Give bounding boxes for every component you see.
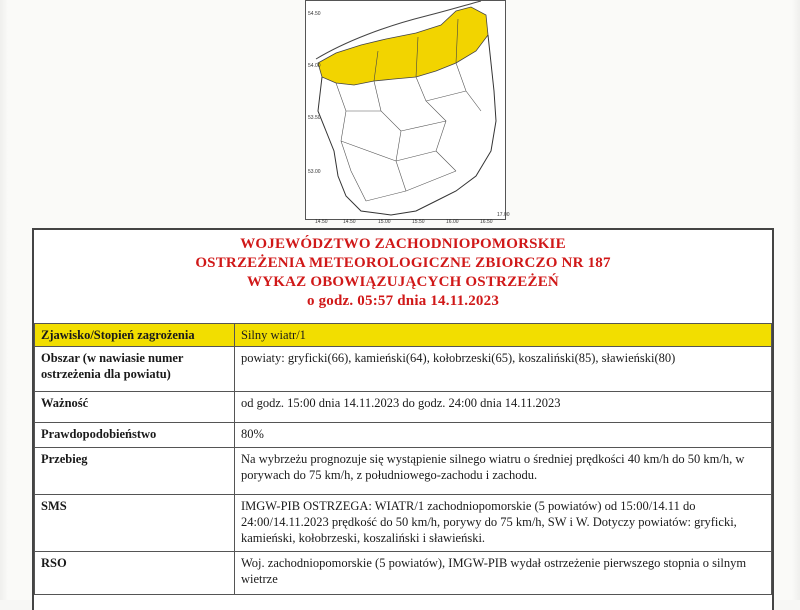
table-row bbox=[35, 324, 772, 347]
row-label: Prawdopodobieństwo bbox=[35, 423, 235, 448]
lat-tick: 54.50 bbox=[308, 11, 321, 17]
lat-tick: 53.00 bbox=[308, 169, 321, 175]
warning-header bbox=[34, 230, 772, 323]
row-value: IMGW-PIB OSTRZEGA: WIATR/1 zachodniopomorskie (5 powiatów) od 15:00/14.11 do 24:00/14.11.2023 prędkość do 50 km/h, porywy do 75 km/h, SW i W. Dotyczy powiatów: gryficki, kamieński, kołobrzeski, koszaliński i sławieński. bbox=[235, 495, 772, 552]
row-value: 80% bbox=[235, 423, 772, 448]
lat-tick: 54.00 bbox=[308, 63, 321, 69]
lon-tick: 14.50 bbox=[343, 219, 356, 225]
map-svg bbox=[306, 1, 510, 225]
row-label: SMS bbox=[35, 495, 235, 552]
row-label: Ważność bbox=[35, 392, 235, 423]
lon-tick: 15.00 bbox=[378, 219, 391, 225]
table-row bbox=[35, 347, 772, 392]
row-label: Przebieg bbox=[35, 448, 235, 495]
warning-table-container bbox=[32, 228, 774, 610]
lon-tick: 14.50 bbox=[315, 219, 328, 225]
lon-tick: 15.50 bbox=[412, 219, 425, 225]
table-row bbox=[35, 423, 772, 448]
region-map bbox=[305, 0, 510, 225]
list-title: WYKAZ OBOWIĄZUJĄCYCH OSTRZEŻEŃ bbox=[247, 274, 559, 290]
lon-tick: 17.00 bbox=[497, 212, 510, 218]
issue-time: o godz. 05:57 dnia 14.11.2023 bbox=[306, 293, 500, 309]
row-label: Obszar (w nawiasie numer ostrzeżenia dla powiatu) bbox=[35, 347, 235, 392]
row-value: Silny wiatr/1 bbox=[235, 324, 772, 347]
table-row bbox=[35, 552, 772, 595]
row-value: Woj. zachodniopomorskie (5 powiatów), IMGW-PIB wydał ostrzeżenie pierwszego stopnia o silnym wietrze bbox=[235, 552, 772, 595]
region-title: WOJEWÓDZTWO ZACHODNIOPOMORSKIE bbox=[240, 236, 566, 252]
warning-area-highlight bbox=[318, 7, 488, 85]
row-value: powiaty: gryficki(66), kamieński(64), kołobrzeski(65), koszaliński(85), sławieński(80) bbox=[235, 347, 772, 392]
table-row bbox=[35, 448, 772, 495]
lon-tick: 16.50 bbox=[480, 219, 493, 225]
row-label: Zjawisko/Stopień zagrożenia bbox=[35, 324, 235, 347]
lat-tick: 53.50 bbox=[308, 115, 321, 121]
bulletin-title: OSTRZEŻENIA METEOROLOGICZNE ZBIORCZO NR 187 bbox=[195, 255, 611, 271]
warning-details-table bbox=[34, 323, 772, 595]
lon-tick: 16.00 bbox=[446, 219, 459, 225]
row-label: RSO bbox=[35, 552, 235, 595]
row-value: Na wybrzeżu prognozuje się wystąpienie silnego wiatru o średniej prędkości 40 km/h do 50 km/h, w porywach do 75 km/h, z południowego-zachodu i zachodu. bbox=[235, 448, 772, 495]
table-row bbox=[35, 392, 772, 423]
row-value: od godz. 15:00 dnia 14.11.2023 do godz. 24:00 dnia 14.11.2023 bbox=[235, 392, 772, 423]
table-row bbox=[35, 495, 772, 552]
